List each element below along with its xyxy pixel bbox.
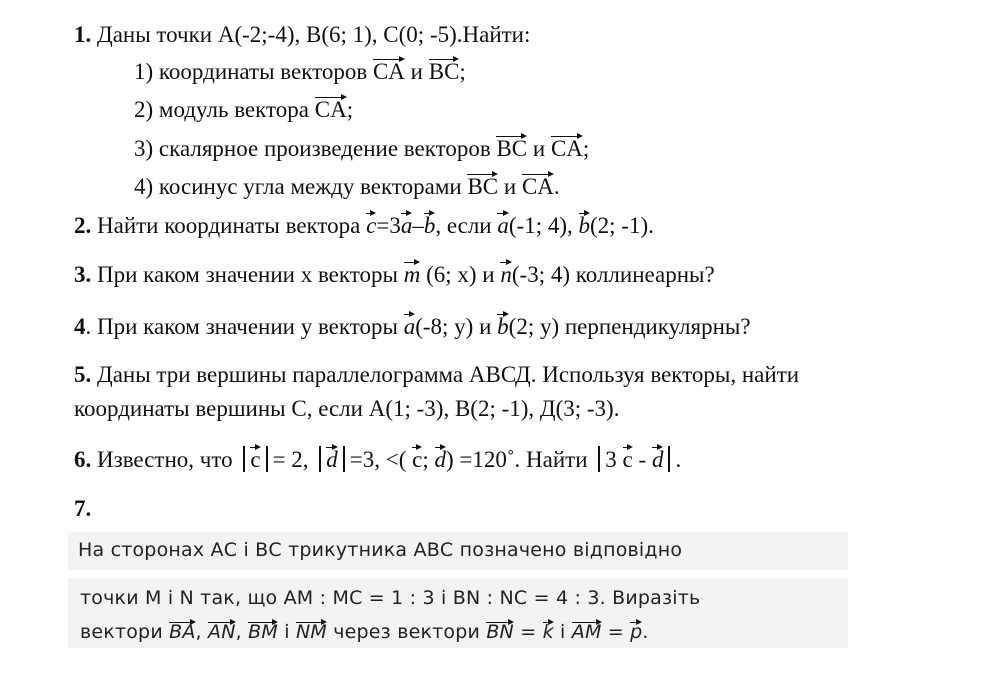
scan-line-2: точки M і N так, що AM : MC = 1 : 3 і BN : NC = 4 : 3. Виразіть — [80, 587, 701, 609]
vector-ca: CA — [550, 136, 583, 161]
scan-line-1: На сторонах АС і ВС трикутника АВС позначено відповідно — [78, 539, 683, 561]
vector-ca: CA — [372, 59, 405, 84]
problem-1-heading: 1. Даны точки А(-2;-4), В(6; 1), С(0; -5).Найти: — [74, 22, 531, 47]
problem-4: 4. При каком значении у векторы a(-8; у) и b(2; у) перпендикулярны? — [74, 314, 751, 339]
abs-bar — [668, 446, 670, 472]
vector-an: AN — [208, 621, 236, 643]
vector-c: c — [366, 213, 377, 238]
vector-m: m — [403, 262, 421, 287]
vector-b: b — [423, 213, 436, 238]
vector-d: d — [434, 447, 447, 472]
problem-5-line-2: координаты вершины С, если А(1; -3), В(2; -1), Д(3; -3). — [74, 396, 620, 421]
abs-bar — [319, 446, 321, 472]
problem-3: 3. При каком значении х векторы m (6; х) и n(-3; 4) коллинеарны? — [74, 262, 715, 287]
problem-2: 2. Найти координаты вектора c=3a–b, если a(-1; 4), b(2; -1). — [74, 213, 654, 238]
scan-line-3: вектори BA, AN, BM і NM через вектори BN = k і AM = p. — [80, 621, 649, 643]
vector-ca: CA — [521, 174, 554, 199]
abs-bar — [598, 446, 600, 472]
problem-1-item-1: 1) координаты векторов CA и BC; — [134, 59, 466, 84]
vector-bm: BM — [248, 621, 278, 643]
vector-nm: NM — [295, 621, 327, 643]
vector-c: c — [412, 447, 423, 472]
vector-c: c — [250, 447, 261, 472]
problem-6: 6. Известно, что c = 2, d =3, <( c; d) =120˚. Найти 3 c - d . — [74, 447, 682, 472]
vector-a: a — [400, 213, 413, 238]
vector-b: b — [578, 213, 590, 238]
vector-d: d — [651, 447, 664, 472]
abs-bar — [243, 446, 245, 472]
vector-bc: BC — [428, 59, 460, 84]
problem-1-item-3: 3) скалярное произведение векторов BC и CA; — [134, 136, 590, 161]
vector-b: b — [497, 314, 509, 339]
abs-bar — [343, 446, 345, 472]
vector-a: a — [403, 314, 416, 339]
vector-ba: BA — [169, 621, 196, 643]
vector-p: p — [630, 621, 643, 643]
problem-1-item-2: 2) модуль вектора CA; — [134, 97, 354, 122]
vector-bn: BN — [486, 621, 514, 643]
abs-bar — [266, 446, 268, 472]
problem-5-line-1: 5. Даны три вершины параллелограмма АВСД. Используя векторы, найти — [74, 362, 800, 387]
problem-1-item-4: 4) косинус угла между векторами BC и CA. — [134, 174, 560, 199]
vector-k: k — [542, 621, 554, 643]
vector-ca: CA — [314, 97, 347, 122]
vector-c: c — [622, 447, 633, 472]
vector-d: d — [326, 447, 338, 472]
vector-n: n — [500, 262, 512, 287]
vector-bc: BC — [467, 174, 499, 199]
vector-bc: BC — [496, 136, 528, 161]
vector-a: a — [497, 213, 509, 238]
vector-am: AM — [571, 621, 602, 643]
problem-7-heading: 7. — [74, 496, 92, 521]
